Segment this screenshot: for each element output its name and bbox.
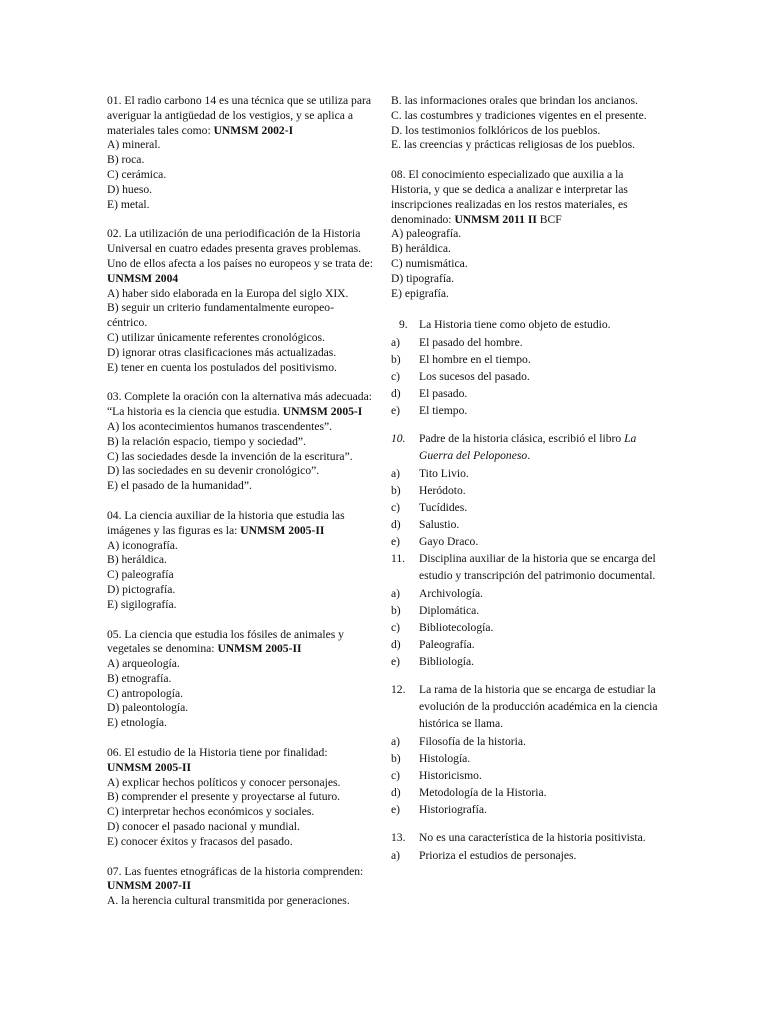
left-column	[107, 94, 373, 924]
question-text: 08. El conocimiento especializado que auxilia a la Historia, y que se dedica a analizar e interpretar las inscripciones realizadas en los restos materiales, es denominado: UNMSM 2011 II BCF	[391, 168, 628, 226]
question-03	[107, 390, 373, 494]
option: A) paleografía.	[391, 227, 462, 241]
question-text: 05. La ciencia que estudia los fósiles de animales y vegetales se denomina: UNMSM 2005-II	[107, 627, 344, 656]
question-13	[391, 829, 661, 864]
option: a) Filosofía de la historia.	[391, 735, 526, 749]
option: E. las creencias y prácticas religiosas de los pueblos.	[391, 138, 636, 152]
exam-tag: UNMSM 2004	[107, 271, 179, 285]
option: A. la herencia cultural transmitida por generaciones.	[107, 894, 350, 908]
question-text: 06. El estudio de la Historia tiene por finalidad: UNMSM 2005-II	[107, 746, 328, 774]
option: C) utilizar únicamente referentes cronológicos.	[107, 330, 325, 344]
option: c) Tucídides.	[391, 501, 468, 515]
option: E) metal.	[107, 197, 150, 211]
option: A) mineral.	[107, 138, 161, 152]
question-01	[107, 94, 373, 212]
option: A) iconografía.	[107, 538, 178, 552]
option: a) Tito Livio.	[391, 467, 469, 481]
option: A) haber sido elaborada en la Europa del siglo XIX.	[107, 286, 349, 300]
option: C) paleografía	[107, 568, 174, 582]
option: D) paleontología.	[107, 701, 189, 715]
option: d) Paleografía.	[391, 638, 475, 652]
question-text: 9. La Historia tiene como objeto de estudio.	[399, 318, 611, 332]
question-05	[107, 628, 373, 732]
exam-tag: UNMSM 2002-I	[213, 123, 294, 137]
exam-tag: UNMSM 2005-II	[240, 523, 325, 537]
book-title: La Guerra del Peloponeso	[419, 432, 637, 463]
question-08	[391, 168, 661, 301]
option: d) Metodología de la Historia.	[391, 786, 547, 800]
question-06	[107, 746, 373, 850]
question-text: 03. Complete la oración con la alternativa más adecuada: “La historia es la ciencia que estudia. UNMSM 2005-I	[107, 390, 372, 419]
exam-tag: UNMSM 2005-I	[282, 405, 363, 419]
question-07-continued	[391, 94, 661, 153]
question-text: 07. Las fuentes etnográficas de la historia comprenden: UNMSM 2007-II	[107, 864, 364, 893]
question-text: 02. La utilización de una periodificación de la Historia Universal en cuatro edades presenta graves problemas. Uno de ellos afecta a los países no europeos y se trata de: UNMSM 2004	[107, 227, 373, 285]
option: E) tener en cuenta los postulados del positivismo.	[107, 360, 337, 374]
option: D) tipografía.	[391, 271, 455, 285]
option: A) arqueología.	[107, 657, 180, 671]
option: e) El tiempo.	[391, 404, 468, 418]
exam-tag: UNMSM 2005-II	[217, 642, 302, 656]
option: E) epigrafía.	[391, 286, 449, 300]
option: A) los acontecimientos humanos trascendentes”.	[107, 419, 333, 433]
question-04	[107, 509, 373, 613]
option: B) seguir un criterio fundamentalmente europeo-céntrico.	[107, 301, 334, 330]
option: B) la relación espacio, tiempo y sociedad”.	[107, 434, 306, 448]
question-text: 13. No es una característica de la historia positivista.	[391, 831, 646, 845]
option: D) pictografía.	[107, 582, 176, 596]
option: E) conocer éxitos y fracasos del pasado.	[107, 834, 293, 848]
option: C. las costumbres y tradiciones vigentes en el presente.	[391, 108, 647, 122]
right-column	[391, 94, 661, 864]
option: b) Histología.	[391, 752, 471, 766]
option: B) etnografía.	[107, 671, 172, 685]
option: B) comprender el presente y proyectarse al futuro.	[107, 790, 341, 804]
option: D) conocer el pasado nacional y mundial.	[107, 820, 300, 834]
question-02	[107, 227, 373, 375]
option: D) las sociedades en su devenir cronológico”.	[107, 464, 320, 478]
exam-tag: UNMSM 2005-II	[107, 760, 192, 774]
option: a) Archivología.	[391, 587, 484, 601]
option: c) Bibliotecología.	[391, 621, 494, 635]
question-09	[391, 316, 661, 419]
exam-tag: UNMSM 2011 II	[454, 212, 537, 226]
option: a) El pasado del hombre.	[391, 336, 523, 350]
option: C) numismática.	[391, 256, 468, 270]
question-text: 11. Disciplina auxiliar de la historia que se encarga del estudio y transcripción del patrimonio documental.	[391, 552, 656, 583]
question-text: 01. El radio carbono 14 es una técnica que se utiliza para averiguar la antigüedad de los vestigios, y se aplica a materiales tales como: UNMSM 2002-I	[107, 94, 371, 137]
option: C) interpretar hechos económicos y sociales.	[107, 805, 315, 819]
option: B) heráldica.	[107, 553, 167, 567]
option: E) etnología.	[107, 716, 167, 730]
option: B. las informaciones orales que brindan los ancianos.	[391, 94, 638, 107]
option: e) Bibliología.	[391, 655, 475, 669]
option: e) Gayo Draco.	[391, 535, 479, 549]
question-12	[391, 681, 661, 818]
question-11	[391, 550, 661, 670]
option: c) Historicismo.	[391, 769, 482, 783]
option: C) antropología.	[107, 686, 183, 700]
question-text: 04. La ciencia auxiliar de la historia que estudia las imágenes y las figuras es la: UNMSM 2005-II	[107, 508, 345, 537]
question-10	[391, 430, 661, 550]
option: C) las sociedades desde la invención de la escritura”.	[107, 449, 353, 463]
option: b) El hombre en el tiempo.	[391, 353, 531, 367]
option: B) roca.	[107, 153, 145, 167]
question-text: 10. Padre de la historia clásica, escribió el libro La Guerra del Peloponeso.	[391, 432, 637, 463]
option: a) Prioriza el estudios de personajes.	[391, 849, 577, 863]
option: D) ignorar otras clasificaciones más actualizadas.	[107, 345, 337, 359]
option: c) Los sucesos del pasado.	[391, 370, 530, 384]
option: B) heráldica.	[391, 242, 451, 256]
option: b) Diplomática.	[391, 604, 480, 618]
option: d) El pasado.	[391, 387, 468, 401]
option: e) Historiografía.	[391, 803, 487, 817]
question-text: 12. La rama de la historia que se encarga de estudiar la evolución de la producción académica en la ciencia histórica se llama.	[391, 683, 658, 731]
option: C) cerámica.	[107, 167, 167, 181]
option: A) explicar hechos políticos y conocer personajes.	[107, 775, 341, 789]
option: D. los testimonios folklóricos de los pueblos.	[391, 123, 601, 137]
option: E) sigilografía.	[107, 597, 177, 611]
exam-tag: UNMSM 2007-II	[107, 879, 192, 893]
option: D) hueso.	[107, 182, 153, 196]
question-07	[107, 865, 373, 909]
option: b) Heródoto.	[391, 484, 466, 498]
option: d) Salustio.	[391, 518, 460, 532]
option: E) el pasado de la humanidad”.	[107, 479, 252, 493]
